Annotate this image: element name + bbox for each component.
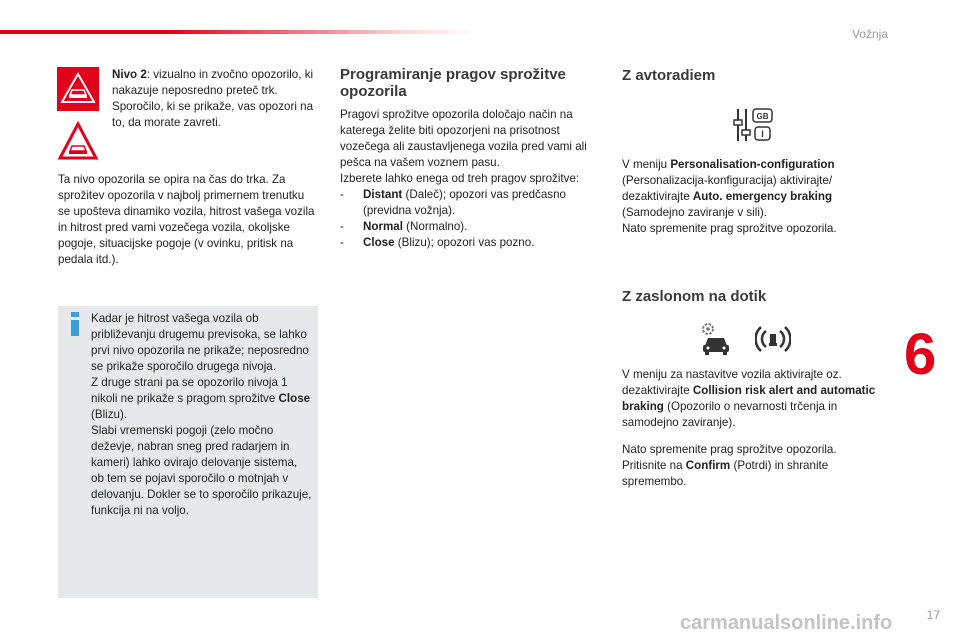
- collision-radar-icon: [755, 323, 791, 355]
- radio-instructions: V meniju Personalisation-configuration (Personalizacija-konfiguracija) aktivirajte/ dezaktivirajte Auto. emergency braking (Samodejno zaviranje v sili). Nato spremenite prag sprožitve opozorila.: [622, 158, 837, 235]
- collision-warning-outline-icon: [57, 120, 99, 162]
- info-paragraph-3: Slabi vremenski pogoji (zelo močno deževje, nabran sneg pred radarjem in kameri) lahko ovirajo delovanje sistema, ob tem se pojavi sporočilo o motnjah v delovanju. Dokler se to sporočilo prikazuje, funkcija ni na voljo.: [91, 424, 312, 517]
- threshold-text: [340, 107, 602, 251]
- touchscreen-instructions: V meniju za nastavitve vozila aktivirajte oz. dezaktivirajte Collision risk alert and automatic braking (Opozorilo o nevarnosti trčenja in samodejno zaviranje).: [622, 368, 876, 429]
- threshold-choose: Izberete lahko enega od treh pragov sprožitve:: [340, 172, 580, 185]
- car-settings-icon: [700, 322, 734, 356]
- threshold-distant: - Distant (Daleč); opozori vas predčasno (previdna vožnja).: [340, 188, 566, 217]
- chapter-number: 6: [904, 322, 937, 387]
- radio-heading: Z avtoradiem: [622, 67, 716, 84]
- warning-timing-paragraph: Ta nivo opozorila se opira na čas do trka. Za sprožitev opozorila v najbolj primernem trenutku se upošteva dinamiko vozila, hitrost vašega vozila in hitrost pred vami vozečega vozila, okoljske pogoje, situacijske pogoje (v ovinku, pritisk na pedala itd.).: [58, 173, 315, 266]
- section-title: Vožnja: [851, 27, 888, 41]
- nivo-2-description: Nivo 2: vizualno in zvočno opozorilo, ki nakazuje neposredno preteč trk. Sporočilo, ki se prikaže, vas opozori na to, da morate zavreti.: [112, 68, 314, 129]
- svg-text:GB: GB: [756, 112, 769, 121]
- info-box: [58, 306, 318, 598]
- threshold-normal: - Normal (Normalno).: [340, 220, 468, 233]
- info-paragraph-2: Z druge strani pa se opozorilo nivoja 1 nikoli ne prikaže s pragom sprožitve Close (Blizu).: [91, 376, 311, 421]
- watermark: carmanualsonline.info: [680, 612, 893, 634]
- threshold-intro: Pragovi sprožitve opozorila določajo način na katerega želite biti opozorjeni na prisotnost vozečega ali zaustavljenega vozila pred vami ali pešca na vašem voznem pasu.: [340, 108, 587, 169]
- threshold-close: - Close (Blizu); opozori vas pozno.: [340, 236, 535, 249]
- svg-text:I: I: [761, 129, 764, 139]
- top-accent-bar: [0, 30, 480, 34]
- touchscreen-heading: Z zaslonom na dotik: [622, 288, 767, 305]
- info-icon: [69, 312, 81, 336]
- threshold-heading: Programiranje pragov sprožitve opozorila: [340, 66, 566, 100]
- page-number: 17: [926, 608, 940, 622]
- radio-settings-icon: [733, 106, 783, 146]
- info-box-text: [91, 311, 313, 519]
- threshold-list: [340, 187, 602, 251]
- collision-warning-red-icon: [57, 67, 99, 111]
- confirm-instructions: Nato spremenite prag sprožitve opozorila. Pritisnite na Confirm (Potrdi) in shranite spremembo.: [622, 443, 837, 488]
- info-paragraph-1: Kadar je hitrost vašega vozila ob približevanju drugemu previsoka, se lahko prvi nivo opozorila ne prikaže; neposredno se prikaže sporočilo drugega nivoja.: [91, 312, 309, 373]
